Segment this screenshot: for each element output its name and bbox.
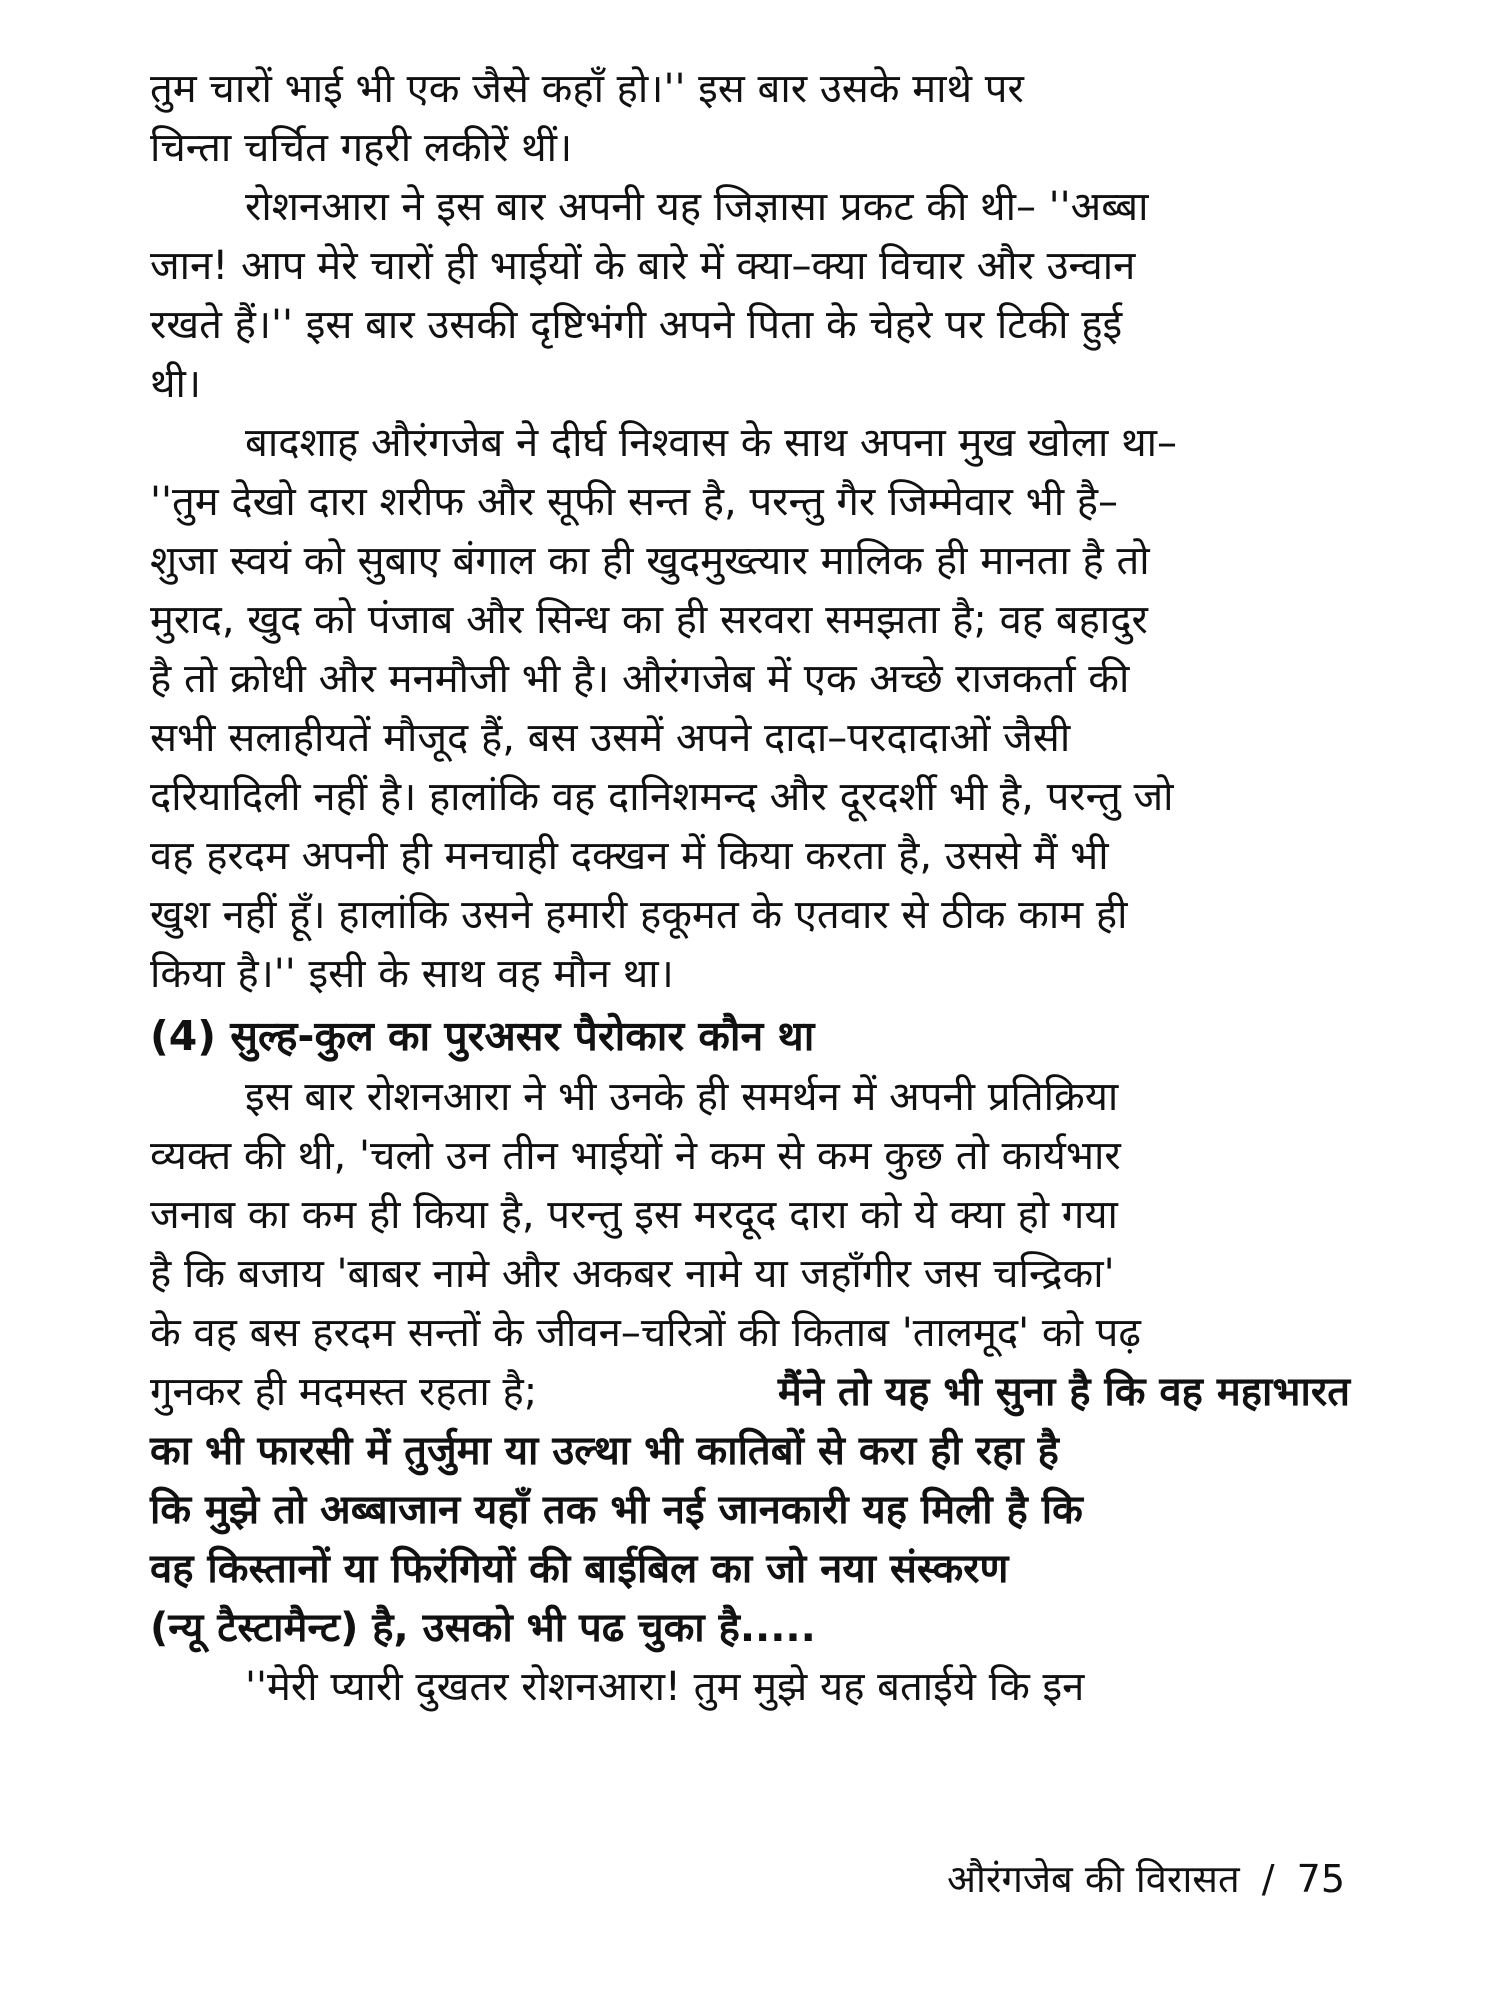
text-line: (न्यू टैस्टामैन्ट) है, उसको भी पढ चुका है.....	[150, 1605, 816, 1651]
text-line: के वह बस हरदम सन्तों के जीवन–चरित्रों की किताब 'तालमूद' को पढ़	[150, 1310, 1141, 1356]
text-line: का भी फारसी में तुर्जुमा या उल्था भी कातिबों से करा ही रहा है	[150, 1428, 1059, 1474]
book-title: औरंगजेब की विरासत	[947, 1857, 1240, 1901]
text-line: शुजा स्वयं को सुबाए बंगाल का ही खुदमुख्त्यार मालिक ही मानता है तो	[150, 538, 1150, 584]
bold-text: मैंने तो यह भी सुना है कि वह महाभारत	[777, 1369, 1350, 1415]
text-line: व्यक्त की थी, 'चलो उन तीन भाईयों ने कम से कम कुछ तो कार्यभार	[150, 1133, 1121, 1179]
text-line: तुम चारों भाई भी एक जैसे कहाँ हो।'' इस बार उसके माथे पर	[150, 66, 1024, 112]
text-line: ''तुम देखो दारा शरीफ और सूफी सन्त है, परन्तु गैर जिम्मेवार भी है–	[150, 479, 1119, 525]
page-footer	[947, 1852, 1345, 1904]
text-line: दरियादिली नहीं है। हालांकि वह दानिशमन्द और दूरदर्शी भी है, परन्तु जो	[150, 774, 1174, 820]
text-line: है कि बजाय 'बाबर नामे और अकबर नामे या जहाँगीर जस चन्द्रिका'	[150, 1251, 1115, 1297]
text-line: है तो क्रोधी और मनमौजी भी है। औरंगजेब में एक अच्छे राजकर्ता की	[150, 656, 1130, 702]
footer-separator: /	[1261, 1857, 1275, 1901]
text-line: मुराद, खुद को पंजाब और सिन्ध का ही सरवरा समझता है; वह बहादुर	[150, 597, 1148, 643]
text-line: इस बार रोशनआरा ने भी उनके ही समर्थन में अपनी प्रतिक्रिया	[245, 1074, 1119, 1120]
text-line: ''मेरी प्यारी दुखतर रोशनआरा! तुम मुझे यह बताईये कि इन	[245, 1664, 1085, 1710]
text-line: जनाब का कम ही किया है, परन्तु इस मरदूद दारा को ये क्या हो गया	[150, 1192, 1118, 1238]
page-number: 75	[1296, 1857, 1345, 1901]
text-line: थी।	[150, 361, 202, 407]
text-line: सभी सलाहीयतें मौजूद हैं, बस उसमें अपने दादा–परदादाओं जैसी	[150, 715, 1071, 761]
text-line: किया है।'' इसी के साथ वह मौन था।	[150, 951, 674, 997]
text-line: रोशनआरा ने इस बार अपनी यह जिज्ञासा प्रकट की थी– ''अब्बा	[245, 184, 1149, 230]
text-line: कि मुझे तो अब्बाजान यहाँ तक भी नई जानकारी यह मिली है कि	[150, 1487, 1083, 1533]
section-heading: (4) सुल्ह-कुल का पुरअसर पैरोकार कौन था	[150, 1012, 815, 1060]
text-line: गुनकर ही मदमस्त रहता है; मैंने तो यह भी सुना है कि वह महाभारत	[150, 1363, 1350, 1422]
page-body	[150, 60, 1350, 1717]
text-line: बादशाह औरंगजेब ने दीर्घ निश्वास के साथ अपना मुख खोला था–	[245, 420, 1177, 466]
text-line: रखते हैं।'' इस बार उसकी दृष्टिभंगी अपने पिता के चेहरे पर टिकी हुई	[150, 302, 1123, 348]
text-line: चिन्ता चर्चित गहरी लकीरें थीं।	[150, 125, 573, 171]
text-line: वह किस्तानों या फिरंगियों की बाईबिल का जो नया संस्करण	[150, 1546, 1009, 1592]
text-line: वह हरदम अपनी ही मनचाही दक्खन में किया करता है, उससे मैं भी	[150, 833, 1109, 879]
text-line: खुश नहीं हूँ। हालांकि उसने हमारी हकूमत के एतवार से ठीक काम ही	[150, 892, 1128, 938]
text-line: जान! आप मेरे चारों ही भाईयों के बारे में क्या–क्या विचार और उन्वान	[150, 243, 1136, 289]
